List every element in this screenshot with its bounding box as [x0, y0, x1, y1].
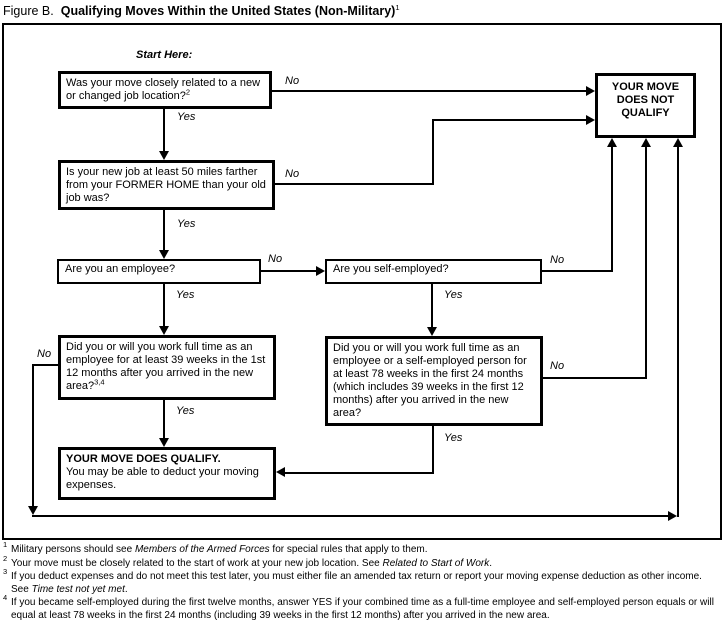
arrowhead-up-icon	[673, 138, 683, 147]
question-text: Did you or will you work full time as an employee or a self-employed person for at least 78 weeks in the first 24 months (which includes 39 weeks in the first 12 months) after you arrived in the new area?	[333, 342, 527, 419]
footnote-4: 4 If you became self-employed during the first twelve months, answer YES if your combined time as a full-time employee and self-employed person equals or will equal at least 78 weeks in the first 24 months (including 39 weeks in the first 12 months) after you arrived in the new area.	[3, 593, 714, 621]
question-text: Are you self-employed?	[333, 263, 449, 275]
connector-bottom-rail	[32, 515, 669, 517]
figure-title-text: Qualifying Moves Within the United States (Non-Military)	[60, 4, 396, 18]
yes-label: Yes	[177, 218, 196, 230]
no-label: No	[550, 360, 565, 372]
connector-39weeks-no-drop	[32, 364, 34, 507]
footnote-1: 1 Military persons should see Members of the Armed Forces for special rules that apply to them.	[3, 540, 428, 555]
footnote-text: Your move must be closely related to the start of work at your new job location. See Related to Start of Work.	[11, 557, 492, 569]
arrowhead-down-icon	[28, 506, 38, 515]
connector-bottom-rail-riser	[677, 146, 679, 517]
connector-50miles-yes	[163, 210, 165, 252]
connector-selfemployed-yes	[431, 284, 433, 328]
question-box-self-employed	[325, 259, 542, 284]
arrowhead-right-icon	[586, 115, 595, 125]
yes-label: Yes	[177, 111, 196, 123]
connector-39weeks-yes	[163, 400, 165, 439]
question-box-employee	[57, 259, 261, 284]
connector-selfemployed-no	[542, 270, 613, 272]
footnote-text: Military persons should see Members of the Armed Forces for special rules that apply to them.	[11, 544, 428, 555]
connector-employee-yes	[163, 284, 165, 327]
connector-78weeks-no-riser	[645, 146, 647, 379]
no-label: No	[550, 254, 565, 266]
qualify-text: You may be able to deduct your moving expenses.	[66, 466, 259, 491]
connector-50miles-no	[275, 183, 434, 185]
yes-label: Yes	[176, 289, 195, 301]
footnote-text: If you became self-employed during the first twelve months, answer YES if your combined time as a full-time employee and self-employed person equals or will equal at least 78 weeks in the first 24 months (including 39 weeks in the first 12 months) after you arrived in the new area.	[11, 597, 714, 621]
question-text: Did you or will you work full time as an employee for at least 39 weeks in the 1st 12 months after you arrived in the new area?	[66, 341, 266, 392]
connector-job-yes	[163, 109, 165, 152]
question-text: Is your new job at least 50 miles farther from your FORMER HOME than your old job was?	[66, 166, 266, 204]
footnote-ref: 2	[185, 87, 191, 97]
connector-selfemployed-no-riser	[611, 146, 613, 272]
arrowhead-right-icon	[586, 86, 595, 96]
no-label: No	[37, 348, 52, 360]
no-label: No	[268, 253, 283, 265]
arrowhead-down-icon	[159, 326, 169, 335]
footnote-2: 2 Your move must be closely related to the start of work at your new job location. See Related to Start of Work.	[3, 553, 492, 569]
no-label: No	[285, 75, 300, 87]
connector-78weeks-no	[543, 377, 647, 379]
question-box-78-weeks	[325, 336, 543, 426]
yes-label: Yes	[176, 405, 195, 417]
yes-label: Yes	[444, 289, 463, 301]
result-box-not-qualify	[595, 73, 696, 138]
arrowhead-down-icon	[159, 250, 169, 259]
question-box-50-miles	[58, 160, 275, 210]
connector-50miles-no-top	[432, 119, 586, 121]
connector-78weeks-yes-drop	[432, 426, 434, 474]
footnote-3: 3 If you deduct expenses and do not meet this test later, you must either file an amended tax return or report your moving expense deduction as other income. See Time test not yet met.	[3, 567, 702, 595]
figure-title-footnote-marker: 1	[395, 2, 400, 12]
connector-50miles-no-riser	[432, 119, 434, 185]
no-label: No	[285, 168, 300, 180]
figure-label: Figure B.	[3, 4, 54, 18]
result-box-qualify	[58, 447, 276, 500]
arrowhead-up-icon	[641, 138, 651, 147]
footnotes	[2, 540, 723, 623]
start-here-label: Start Here:	[136, 49, 193, 61]
arrowhead-down-icon	[427, 327, 437, 336]
connector-78weeks-yes	[285, 472, 434, 474]
arrowhead-right-icon	[668, 511, 677, 521]
arrowhead-down-icon	[159, 151, 169, 160]
question-text: Are you an employee?	[65, 263, 176, 275]
connector-employee-no	[261, 270, 316, 272]
arrowhead-left-icon	[276, 467, 285, 477]
figure-title	[3, 4, 400, 18]
not-qualify-text: YOUR MOVE DOES NOT QUALIFY	[611, 81, 680, 119]
connector-39weeks-no	[33, 364, 58, 366]
question-box-39-weeks	[58, 335, 276, 400]
footnote-text: If you deduct expenses and do not meet this test later, you must either file an amended tax return or report your moving expense deduction as other income. See Time test not yet met.	[11, 571, 702, 595]
qualify-heading: YOUR MOVE DOES QUALIFY.	[66, 453, 221, 465]
yes-label: Yes	[444, 432, 463, 444]
arrowhead-right-icon	[316, 266, 325, 276]
arrowhead-up-icon	[607, 138, 617, 147]
question-box-job-related	[58, 71, 272, 109]
question-text: Was your move closely related to a new or changed job location?	[66, 77, 261, 102]
footnote-ref: 3,4	[94, 377, 105, 387]
arrowhead-down-icon	[159, 438, 169, 447]
connector-job-no	[272, 90, 586, 92]
